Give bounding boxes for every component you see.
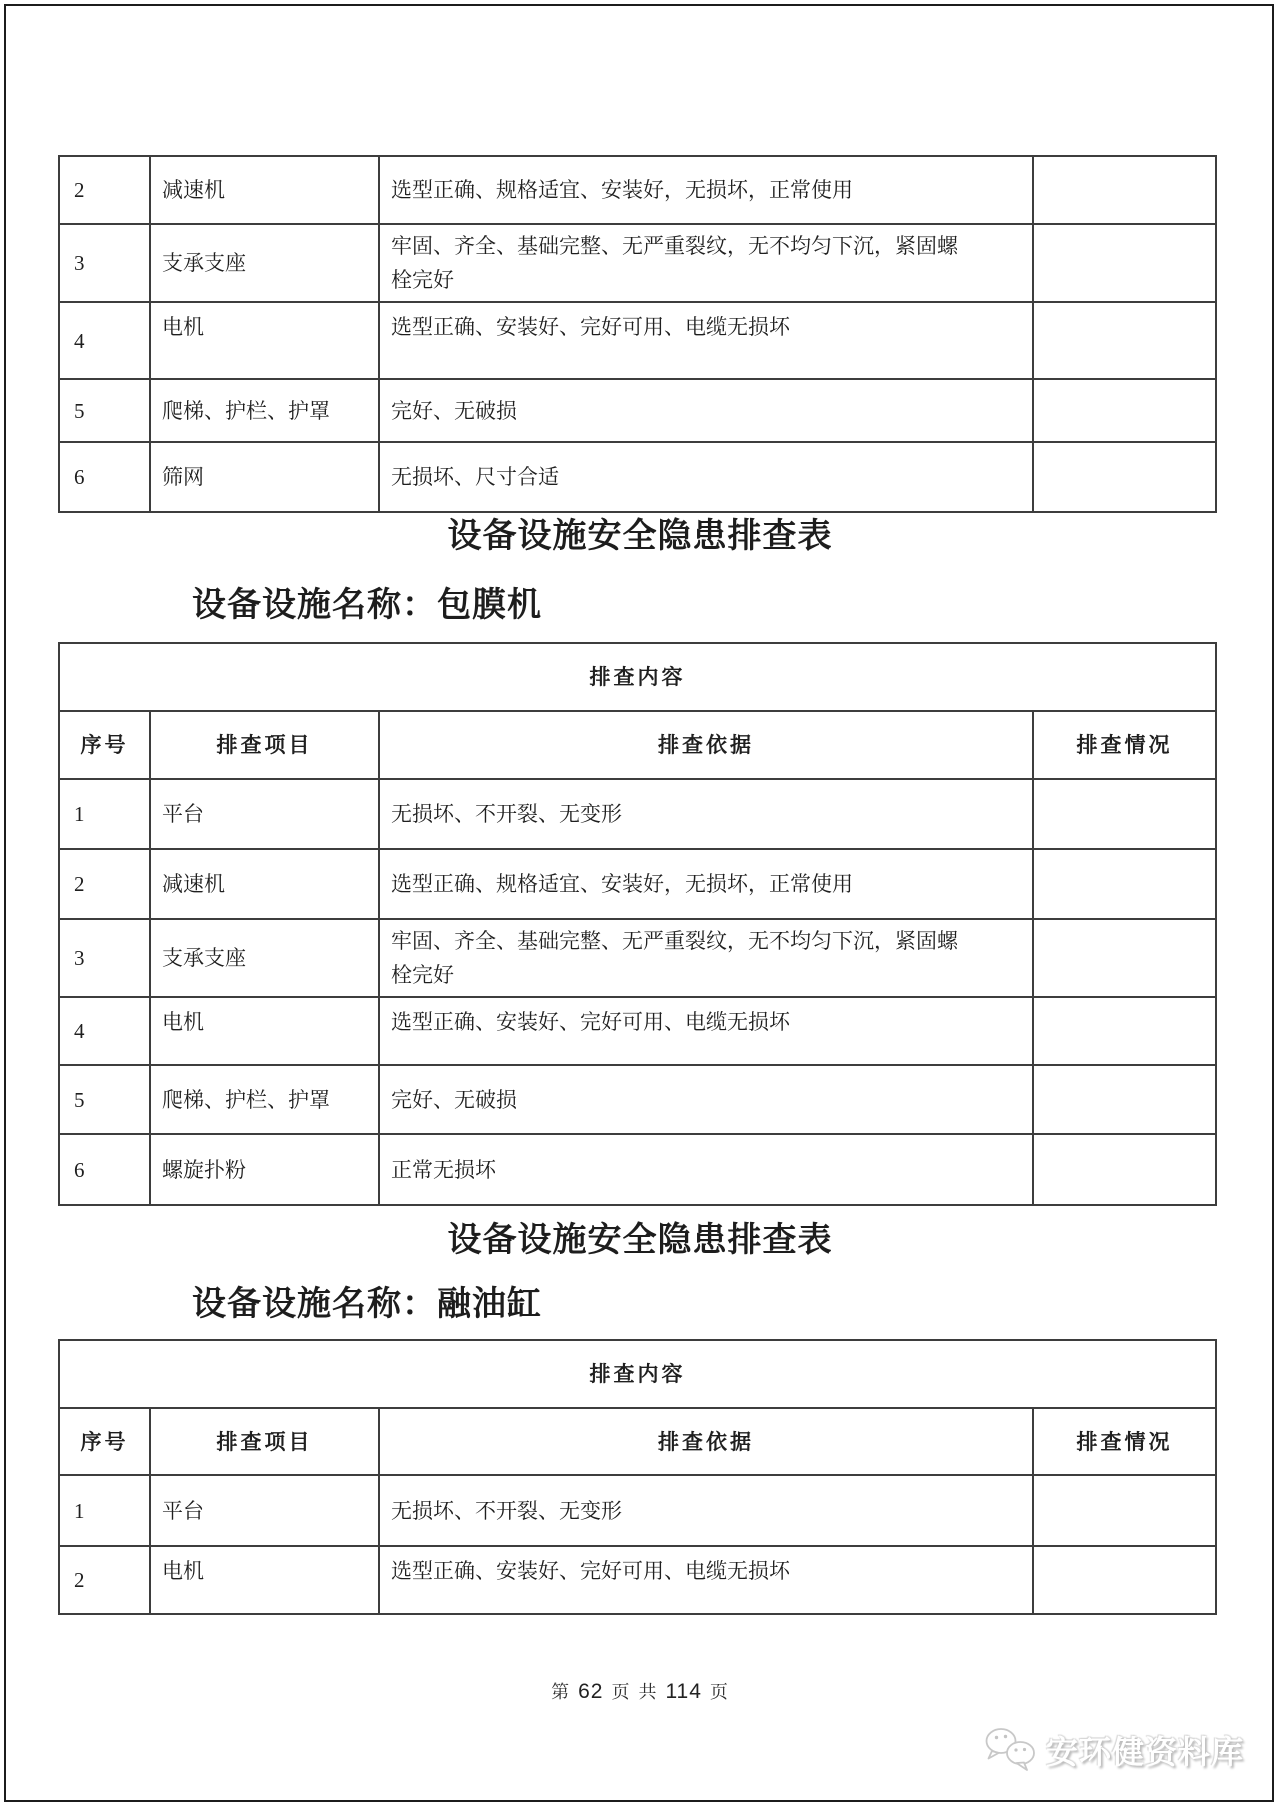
section-title: 设备设施安全隐患排查表	[447, 518, 833, 555]
inspection-table-baomoji	[58, 642, 1217, 1206]
table-row	[59, 302, 1216, 379]
col-header-status: 排查情况	[1033, 1408, 1216, 1475]
row-no-cell: 5	[59, 1065, 150, 1134]
basis-cell: 选型正确、规格适宜、安装好，无损坏，正常使用	[379, 156, 1033, 224]
footer-current-page: 62	[578, 1680, 604, 1703]
item-cell: 减速机	[150, 849, 379, 919]
table-row	[59, 1065, 1216, 1134]
row-no-cell: 1	[59, 1475, 150, 1546]
table-row	[59, 379, 1216, 442]
row-no-cell: 5	[59, 379, 150, 442]
col-header-basis: 排查依据	[379, 1408, 1033, 1475]
table-row	[59, 997, 1216, 1065]
device-name: 设备设施名称：包膜机	[192, 587, 542, 624]
table-row	[59, 1475, 1216, 1546]
basis-cell: 选型正确、规格适宜、安装好，无损坏，正常使用	[379, 849, 1033, 919]
basis-cell: 选型正确、安装好、完好可用、电缆无损坏	[379, 1546, 1033, 1614]
item-cell: 平台	[150, 1475, 379, 1546]
status-cell	[1033, 849, 1216, 919]
content-header-cell: 排查内容	[59, 1340, 1216, 1408]
status-cell	[1033, 224, 1216, 302]
item-cell: 爬梯、护栏、护罩	[150, 1065, 379, 1134]
item-cell: 螺旋扑粉	[150, 1134, 379, 1205]
page-number	[0, 1678, 1280, 1704]
basis-cell: 选型正确、安装好、完好可用、电缆无损坏	[379, 997, 1033, 1065]
brand-watermark	[982, 1726, 1244, 1777]
footer-label: 第	[551, 1682, 571, 1702]
row-no-cell: 6	[59, 442, 150, 512]
col-header-no: 序号	[59, 711, 150, 779]
table-row	[59, 849, 1216, 919]
item-cell: 减速机	[150, 156, 379, 224]
footer-label: 页	[611, 1682, 631, 1702]
col-header-no: 序号	[59, 1408, 150, 1475]
table-row	[59, 224, 1216, 302]
basis-cell: 无损坏、尺寸合适	[379, 442, 1033, 512]
table-row	[59, 1546, 1216, 1614]
wechat-chat-bubbles-icon	[982, 1726, 1040, 1777]
row-no-cell: 4	[59, 997, 150, 1065]
row-no-cell: 3	[59, 919, 150, 997]
status-cell	[1033, 779, 1216, 849]
basis-cell: 无损坏、不开裂、无变形	[379, 779, 1033, 849]
basis-cell: 正常无损坏	[379, 1134, 1033, 1205]
section-title: 设备设施安全隐患排查表	[447, 1222, 833, 1259]
status-cell	[1033, 1475, 1216, 1546]
table-row	[59, 779, 1216, 849]
item-cell: 电机	[150, 997, 379, 1065]
basis-cell: 无损坏、不开裂、无变形	[379, 1475, 1033, 1546]
status-cell	[1033, 156, 1216, 224]
table-header-row	[59, 1408, 1216, 1475]
basis-cell: 选型正确、安装好、完好可用、电缆无损坏	[379, 302, 1033, 379]
status-cell	[1033, 442, 1216, 512]
inspection-table-rongyougang	[58, 1339, 1217, 1615]
col-header-item: 排查项目	[150, 1408, 379, 1475]
status-cell	[1033, 997, 1216, 1065]
inspection-table-top-continuation	[58, 155, 1217, 513]
status-cell	[1033, 302, 1216, 379]
row-no-cell: 4	[59, 302, 150, 379]
item-cell: 电机	[150, 1546, 379, 1614]
table-header-row	[59, 711, 1216, 779]
status-cell	[1033, 1134, 1216, 1205]
col-header-basis: 排查依据	[379, 711, 1033, 779]
device-name: 设备设施名称：融油缸	[192, 1286, 542, 1323]
table-row	[59, 442, 1216, 512]
row-no-cell: 2	[59, 849, 150, 919]
table-row	[59, 919, 1216, 997]
table-header-row	[59, 1340, 1216, 1408]
table-header-row	[59, 643, 1216, 711]
basis-cell: 完好、无破损	[379, 1065, 1033, 1134]
col-header-status: 排查情况	[1033, 711, 1216, 779]
item-cell: 平台	[150, 779, 379, 849]
row-no-cell: 2	[59, 156, 150, 224]
watermark-text: 安环健资料库	[1046, 1733, 1245, 1770]
row-no-cell: 2	[59, 1546, 150, 1614]
footer-label: 共	[638, 1682, 658, 1702]
status-cell	[1033, 1065, 1216, 1134]
footer-label: 页	[709, 1682, 729, 1702]
row-no-cell: 3	[59, 224, 150, 302]
status-cell	[1033, 919, 1216, 997]
col-header-item: 排查项目	[150, 711, 379, 779]
content-header-cell: 排查内容	[59, 643, 1216, 711]
basis-cell: 完好、无破损	[379, 379, 1033, 442]
item-cell: 筛网	[150, 442, 379, 512]
table-row	[59, 1134, 1216, 1205]
item-cell: 支承支座	[150, 224, 379, 302]
basis-cell: 牢固、齐全、基础完整、无严重裂纹，无不均匀下沉，紧固螺栓完好	[379, 224, 1033, 302]
footer-total-pages: 114	[665, 1680, 702, 1703]
table-row	[59, 156, 1216, 224]
status-cell	[1033, 379, 1216, 442]
row-no-cell: 1	[59, 779, 150, 849]
item-cell: 爬梯、护栏、护罩	[150, 379, 379, 442]
basis-cell: 牢固、齐全、基础完整、无严重裂纹，无不均匀下沉，紧固螺栓完好	[379, 919, 1033, 997]
status-cell	[1033, 1546, 1216, 1614]
item-cell: 电机	[150, 302, 379, 379]
row-no-cell: 6	[59, 1134, 150, 1205]
item-cell: 支承支座	[150, 919, 379, 997]
